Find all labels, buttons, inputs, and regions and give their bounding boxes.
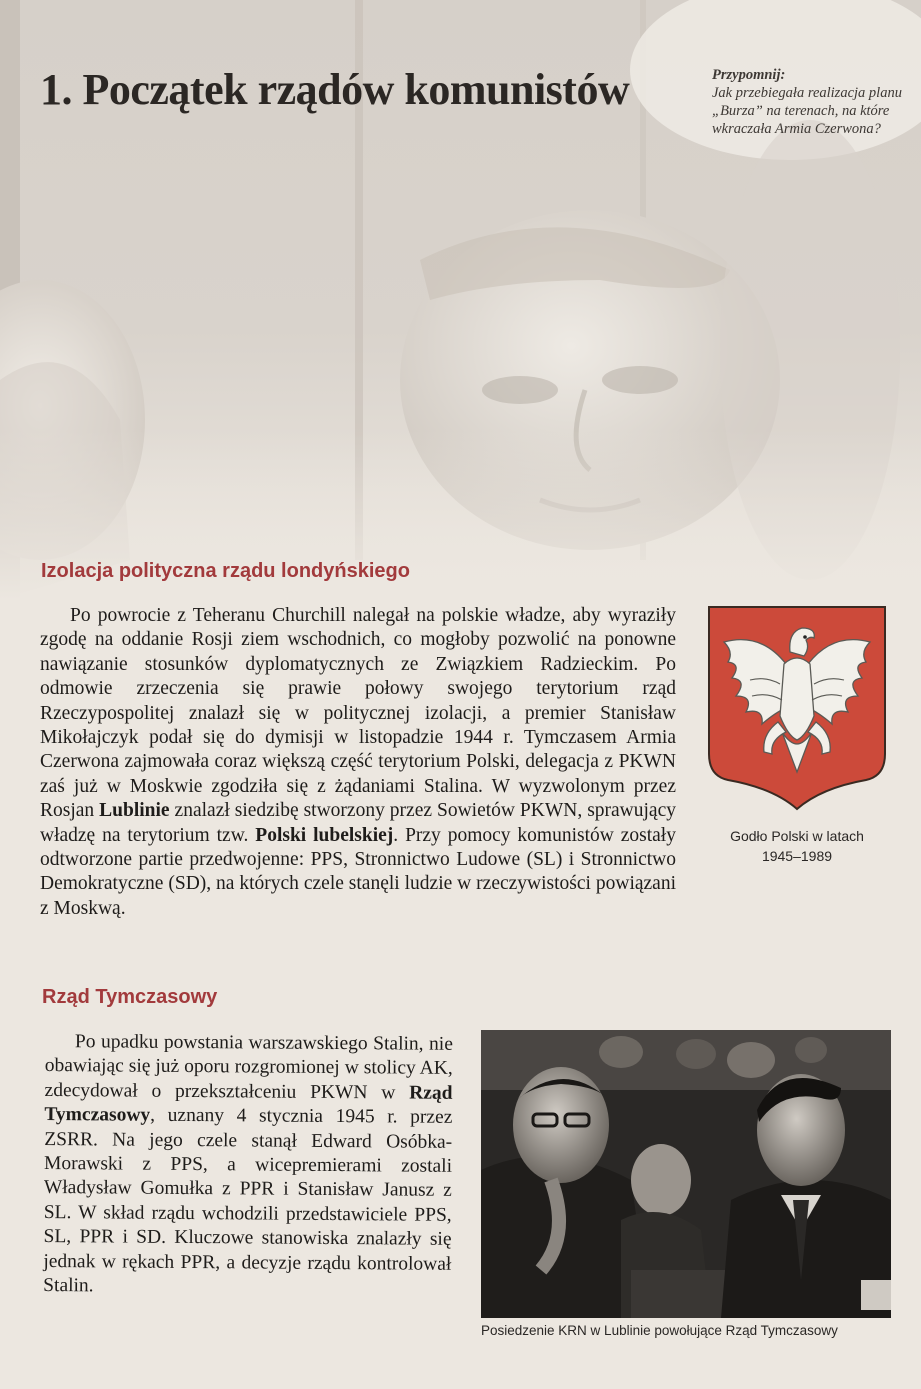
krn-meeting-photo	[481, 1030, 891, 1318]
paragraph-text: Po upadku powstania warszawskiego Stalin, nie obawiając się już oporu rozgromionej w stolicy AK, zdecydował o przekształceniu PKWN w	[44, 1031, 453, 1104]
section-paragraph-provisional-government	[43, 1030, 453, 1301]
reminder-question: Jak przebiegała realizacja planu „Burza” na terenach, na które wkraczała Armia Czerwona?	[712, 85, 902, 137]
emblem-caption-line: Godło Polski w latach	[730, 828, 864, 844]
paragraph-text: , uznany 4 stycznia 1945 r. przez ZSRR. Na jego czele stanął Edward Osóbka-Morawski z PPS, a wicepremierami zostali Władysław Gomułka z PPR i Stanisław Janusz z SL. W skład rządu wchodzili przedstawiciele PPS, SL, PPR i SD. Kluczowe stanowiska znalazły się jednak w rękach PPR, a decyzje rządu kontrolował Stalin.	[43, 1104, 453, 1297]
section-heading-provisional-government: Rząd Tymczasowy	[42, 986, 218, 1008]
paragraph-text: Po powrocie z Teheranu Churchill nalegał na polskie władze, aby wyraziły zgodę na oddanie Rosji ziem wschodnich, co mogłoby pozwolić na ponowne nawiązanie stosunków dyplomatycznych ze Związkiem Radzieckim. Po odmowie zrzeczenia się prawie połowy swojego terytorium rząd Rzeczypospolitej znalazł się w politycznej izolacji, a premier Stanisław Mikołajczyk podał się do dymisji w listopadzie 1944 r. Tymczasem Armia Czerwona zajmowała coraz większą część terytorium Polski, delegacja z PKWN zaś już w Moskwie zgodziła się z żądaniami Stalina. W wyzwolonym przez Rosjan	[40, 605, 676, 822]
reminder-box	[712, 66, 902, 138]
chapter-title: 1. Początek rządów komunistów	[40, 65, 630, 114]
section-heading-isolation: Izolacja polityczna rządu londyńskiego	[41, 560, 410, 582]
section-paragraph-isolation	[40, 604, 676, 921]
photo-caption: Posiedzenie KRN w Lublinie powołujące Rząd Tymczasowy	[481, 1323, 838, 1338]
paragraph-text: znalazł siedzibę stworzony przez Sowietów PKWN, sprawujący władzę na terytorium tzw.	[40, 800, 676, 846]
emblem-caption	[706, 826, 888, 866]
bold-term-polska-lubelska: Polski lubelskiej	[255, 824, 394, 846]
bold-term-rzad-tymczasowy: Rząd Tymczasowy	[44, 1082, 453, 1126]
paragraph-text: . Przy pomocy komunistów zostały odtworzone partie przedwojenne: PPS, Stronnictwo Ludowe (SL) i Stronnictwo Demokratyczne (SD), na których czele stanęli ludzie w rzeczywistości powiązani z Moskwą.	[40, 824, 676, 919]
emblem-caption-years: 1945–1989	[761, 848, 833, 864]
bold-term-lublin: Lublinie	[99, 800, 170, 822]
polish-eagle-emblem-image	[706, 604, 888, 812]
reminder-label: Przypomnij:	[712, 67, 786, 83]
